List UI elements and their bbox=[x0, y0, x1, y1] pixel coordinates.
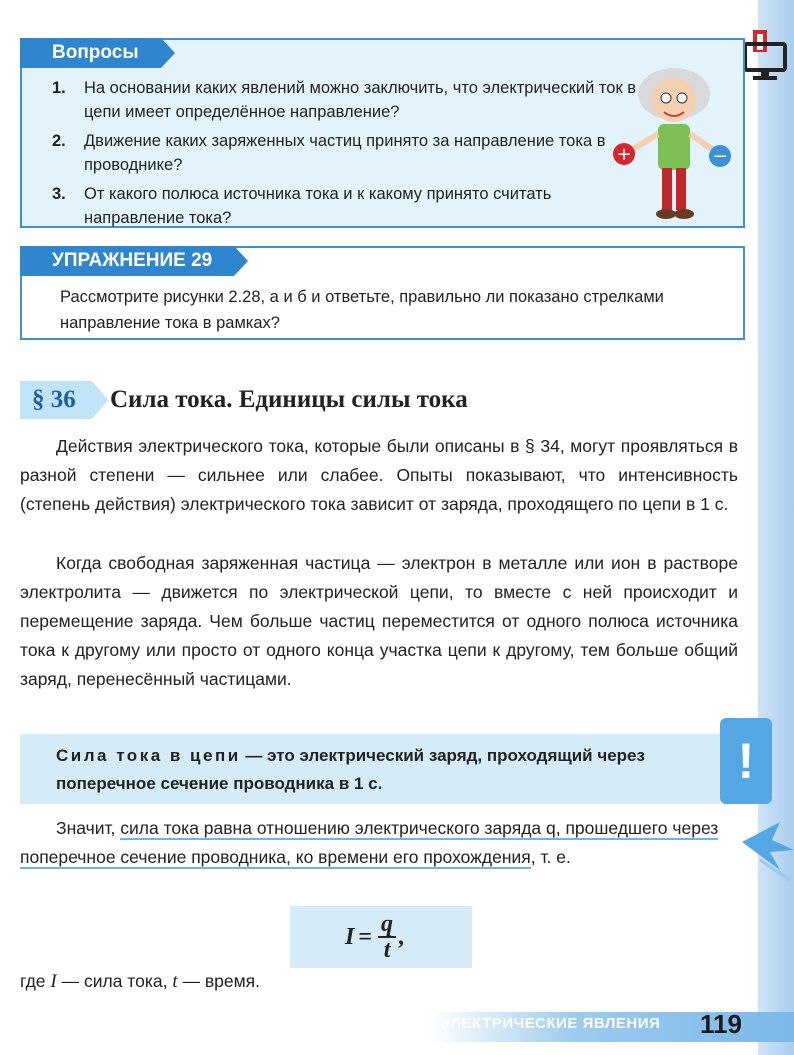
legend-i-def: — сила тока, bbox=[56, 971, 173, 991]
formula-lhs: I bbox=[345, 923, 355, 950]
legend-i-symbol: I bbox=[50, 971, 57, 992]
formula-equals: = bbox=[358, 923, 373, 950]
conclusion-paragraph bbox=[20, 814, 738, 872]
questions-tag: Вопросы bbox=[20, 38, 161, 68]
question-number: 3. bbox=[52, 185, 66, 203]
section-number: § 36 bbox=[20, 381, 92, 419]
definition-box bbox=[20, 734, 720, 804]
formula bbox=[345, 912, 404, 962]
exercise-box bbox=[20, 246, 745, 340]
question-text: От какого полюса источника тока и к какому принято считать направление тока? bbox=[84, 185, 552, 227]
question-item bbox=[52, 76, 652, 124]
page-side-strip bbox=[758, 0, 794, 1055]
formula-fraction bbox=[378, 912, 396, 962]
question-item bbox=[52, 182, 652, 230]
exclamation-icon: ! bbox=[720, 718, 772, 804]
pointer-arrow-icon bbox=[740, 820, 794, 886]
paragraph-1: Действия электрического тока, которые были описаны в § 34, могут проявляться в разной степени — сильнее или слабее. Опыты показывают, что интенсивность (степень действия) электрического тока зависит от заряда, проходящего по цепи в 1 с. bbox=[20, 436, 738, 514]
definition-text: — это электрический заряд, проходящий через поперечное сечение проводника в 1 с. bbox=[56, 746, 645, 793]
formula-numerator: q bbox=[378, 912, 396, 938]
legend-t-def: — время. bbox=[177, 971, 260, 991]
questions-list bbox=[52, 76, 652, 235]
paragraph-2: Когда свободная заряженная частица — электрон в металле или ион в растворе электролита — движется по электрической цепи, то вместе с ней происходит и перемещение заряда. Чем больше частиц переместится от одного полюса источника тока к другому или просто от одного конца участка цепи к другому, тем больше общий заряд, перенесённый частицами. bbox=[20, 553, 738, 689]
formula-legend bbox=[20, 967, 260, 996]
question-text: На основании каких явлений можно заключить, что электрический ток в цепи имеет определённое направление? bbox=[84, 79, 637, 121]
formula-trail: , bbox=[398, 923, 405, 950]
page-number: 119 bbox=[700, 1009, 742, 1039]
scientist-illustration bbox=[612, 64, 742, 224]
conclusion-lead: Значит, bbox=[56, 818, 121, 838]
monitor-alert-icon bbox=[743, 30, 787, 82]
section-title: Сила тока. Единицы силы тока bbox=[110, 386, 468, 413]
question-number: 2. bbox=[52, 132, 66, 150]
exercise-tag: УПРАЖНЕНИЕ 29 bbox=[20, 246, 234, 276]
formula-denominator: t bbox=[383, 937, 391, 963]
question-text: Движение каких заряженных частиц принято за направление тока в проводнике? bbox=[84, 132, 606, 174]
exercise-text: Рассмотрите рисунки 2.28, а и б и ответьте, правильно ли показано стрелками направление тока в рамках? bbox=[60, 288, 664, 332]
legend-prefix: где bbox=[20, 971, 51, 991]
conclusion-tail: , т. е. bbox=[530, 847, 571, 867]
definition-term: Сила тока в цепи bbox=[56, 746, 241, 765]
legend-t-symbol: t bbox=[172, 971, 178, 992]
question-item bbox=[52, 129, 652, 177]
conclusion-highlight: сила тока равна отношению электрического заряда q, прошедшего через поперечное сечение проводника, ко времени его прохождения bbox=[20, 818, 719, 867]
footer-chapter: ЭЛЕКТРИЧЕСКИЕ ЯВЛЕНИЯ bbox=[440, 1015, 661, 1032]
question-number: 1. bbox=[52, 79, 66, 97]
svg-text:−: − bbox=[712, 146, 728, 167]
svg-text:+: + bbox=[616, 144, 632, 165]
